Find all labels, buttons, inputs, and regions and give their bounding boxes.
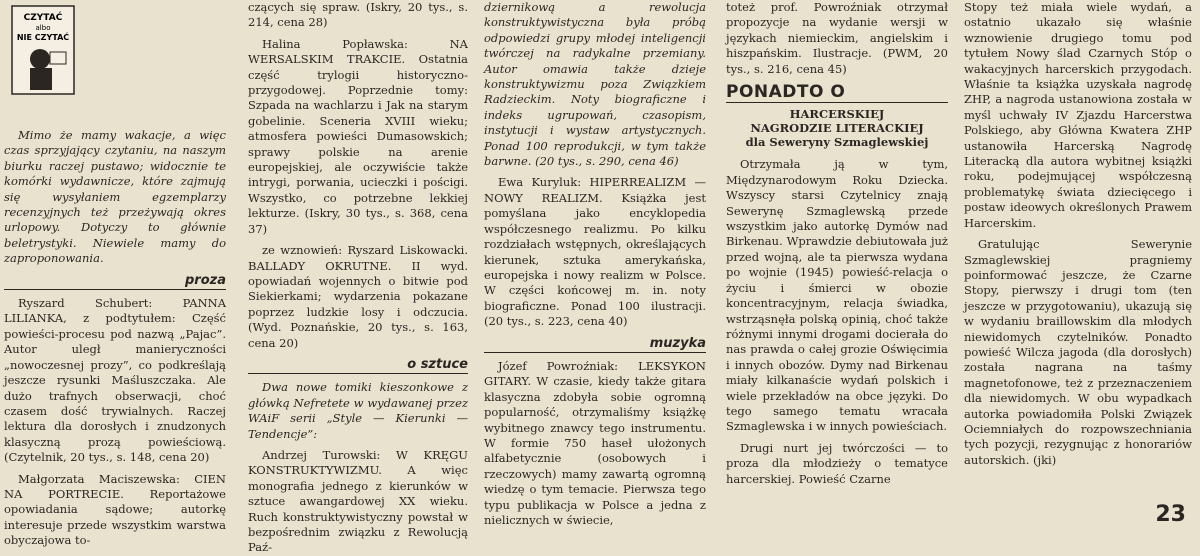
award-paragraph-3: Stopy też miała wiele wydań, a ostatnio ukazało się właśnie wznowienie drugiego tomu pod tytułem Nowy ślad Czarnych Stóp o wakacyjnych harcerskich przygodach. Właśnie ta książka uzyskała nagrodę ZHP, a nagroda ustanowiona została w myśl uchwały IV Zjazdu Harcerstwa Polskiego, aby Główna Kwatera ZHP ustanowiła Harcerską Nagrodę Literacką dla autora wybitnej książki roku, podejmującej współczesną problematykę świata dziecięcego i postaw ideowych określonych Prawem Harcerskim. (964, 0, 1192, 230)
review-schubert: Ryszard Schubert: PANNA LILIANKA, z podtytułem: Część powieści-procesu pod nazwą „Pajac”. Autor uległ manieryczności „nowoczesnej prozy”, co podkreślają jeszcze rysunki Maśluszczaka. Ale dużo trafnych obserwacji, choć czasem dość trywialnych. Raczej lektura dla dorosłych i znudzonych klasyczną prozą powieściową. (Czytelnik, 20 tys., s. 148, cena 20) (4, 296, 226, 465)
review-continuation: czących się spraw. (Iskry, 20 tys., s. 214, cena 28) (248, 0, 468, 30)
award-paragraph-1: Otrzymała ją w tym, Międzynarodowym Roku Dziecka. Wszyscy starsi Czytelnicy znają Sewerynę Szmaglewską przede wszystkim jako autorkę Dymów nad Birkenau. Wprawdzie debiutowała już przed wojną, ale ta pierwsza wydana po wojnie (1945) powieść-relacja o życiu i śmierci w obozie koncentracyjnym, relacja świadka, wstrząsnęła polską opinią, choć także różnymi innymi drogami docierała do nas prawda o całej grozie Oświęcimia i innych obozów. Dymy nad Birkenau miały kilkanaście wydań polskich i wiele przekładów na obce języki. Do tego samego tematu wracała Szmaglewska i w innych powieściach. (726, 157, 948, 434)
logo-line3: NIE CZYTAĆ (16, 33, 70, 42)
logo-czytac-albo-nie-czytac (10, 4, 76, 96)
column-3 (484, 0, 706, 527)
column-5 (964, 0, 1192, 527)
section-heading-proza: proza (4, 273, 226, 290)
section-heading-o-sztuce: o sztuce (248, 357, 468, 374)
award-paragraph-2: Drugi nurt jej twórczości — to proza dla młodzieży o tematyce harcerskiej. Powieść Czarne (726, 440, 948, 486)
award-subheading (726, 107, 948, 149)
award-subheading-line3: dla Seweryny Szmaglewskiej (745, 135, 929, 150)
column-2 (248, 0, 468, 555)
review-liskowacki: ze wznowień: Ryszard Liskowacki. BALLADY OKRUTNE. II wyd. opowiadań wojennych o bitwie pod Siekierkami; wydarzenia pokazane poprzez ludzkie losy i odczucia. (Wyd. Poznańskie, 20 tys., s. 163, cena 20) (248, 243, 468, 350)
review-kuryluk: Ewa Kuryluk: HIPERREALIZM — NOWY REALIZM. Książka jest pomyślana jako encyklopedia współczesnego realizmu. Po kilku rozdziałach wstępnych, określających kierunek, sztuka amerykańska, europejska i nowy realizm w Polsce. W części końcowej m. in. noty biograficzne. Ponad 100 ilustracji. (20 tys., s. 223, cena 40) (484, 175, 706, 329)
award-paragraph-4: Gratulując Sewerynie Szmaglewskiej pragniemy poinformować jeszcze, że Czarne Stopy, pierwszy i drugi tom (ten jeszcze w przygotowaniu), ukazują się w wydaniu braillowskim dla młodych niewidomych czytelników. Ponadto powieść Wilcza jagoda (dla dorosłych) została nagrana na taśmy magnetofonowe, też z przeznaczeniem dla niewidomych. W obu wypadkach autorka powiadomiła Polski Związek Ociemniałych do rozpowszechniania tych pozycji, rezygnując z honorariów autorskich. (jki) (964, 237, 1192, 467)
review-turowski-continuation: dziernikową a rewolucja konstruktywistyczna była próbą odpowiedzi grupy młodej inteligencji twórczej na radykalne przemiany. Autor omawia także dzieje konstruktywizmu poza Związkiem Radzieckim. Noty biograficzne i indeks ugrupowań, czasopism, instytucji i wystaw artystycznych. Ponad 100 reprodukcji, w tym także barwne. (20 tys., s. 290, cena 46) (484, 0, 706, 169)
section-heading-muzyka: muzyka (484, 336, 706, 353)
review-powrozniak-continuation: toteż prof. Powroźniak otrzymał propozycje na wydanie wersji w językach niemieckim, angielskim i hiszpańskim. Ilustracje. (PWM, 20 tys., s. 216, cena 45) (726, 0, 948, 76)
review-maciszewska: Małgorzata Maciszewska: CIEN NA PORTRECIE. Reportażowe opowiadania sądowe; autorkę interesuje przede wszystkim warstwa obyczajowa to- (4, 471, 226, 548)
logo-line1: CZYTAĆ (23, 13, 63, 23)
review-powrozniak: Józef Powroźniak: LEKSYKON GITARY. W czasie, kiedy także gitara klasyczna zdobyła sobie ogromną popularność, otrzymaliśmy książkę wybitnego znawcy tego instrumentu. W formie 750 haseł ułożonych alfabetycznie (osobowych i rzeczowych) mamy zawartą ogromną wiedzę o tym temacie. Pierwsza tego typu publikacja w Polsce a jedna z nielicznych w świecie, (484, 358, 706, 527)
award-subheading-line1: HARCERSKIEJ (789, 107, 885, 122)
logo-line2: albo (35, 24, 51, 32)
page-number: 23 (1155, 501, 1186, 527)
intro-paragraph: Mimo że mamy wakacje, a więc czas sprzyjający czytaniu, na naszym biurku raczej pustawo; widocznie te komórki wydawnicze, które zajmują się wysyłaniem egzemplarzy recenzyjnych też przeżywają okres urlopowy. Dotyczy to głównie beletrystyki. Niewiele mamy do zaproponowania. (4, 128, 226, 266)
ponadto-heading: PONADTO O (726, 85, 948, 103)
award-subheading-line2: NAGRODZIE LITERACKIEJ (750, 121, 924, 136)
art-intro: Dwa nowe tomiki kieszonkowe z główką Nefretete w wydawanej przez WAiF serii „Style — Kierunki — Tendencje”: (248, 380, 468, 441)
column-1 (4, 0, 226, 548)
review-poplawska: Halina Popławska: NA WERSALSKIM TRAKCIE. Ostatnia część trylogii historyczno-przygodowej. Poprzednie tomy: Szpada na wachlarzu i Jak na starym gobelinie. Sceneria XVIII wieku; atmosfera powieści Dumasowskich; sprawy polskie na arenie europejskiej, ale oczywiście także intrygi, porwania, ucieczki i pościgi. Wszystko, co potrzebne lekkiej lekturze. (Iskry, 30 tys., s. 368, cena 37) (248, 36, 468, 236)
column-4 (726, 0, 948, 514)
review-turowski: Andrzej Turowski: W KRĘGU KONSTRUKTYWIZMU. A więc monografia jednego z kierunków w sztuce awangardowej XX wieku. Ruch konstruktywistyczny powstał w bezpośrednim związku z Rewolucją Paź- (248, 447, 468, 555)
